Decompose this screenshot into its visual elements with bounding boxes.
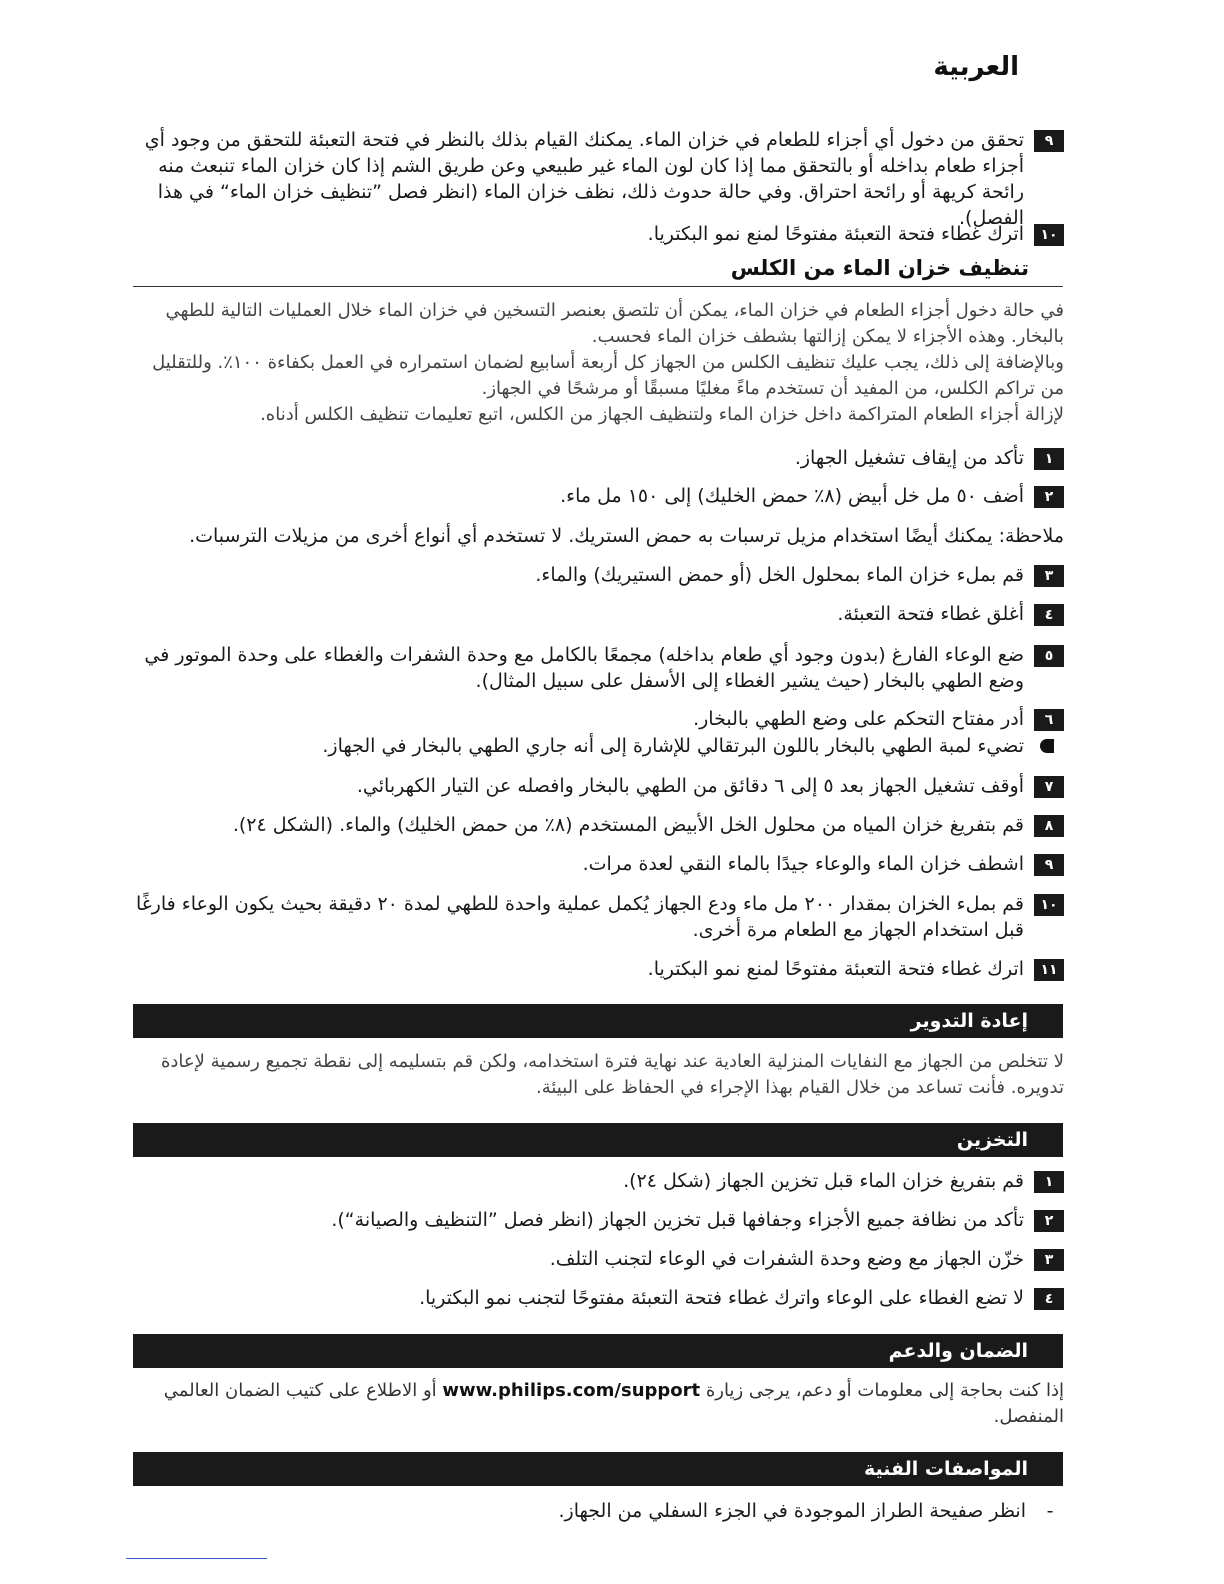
storage-step-3: [134, 1246, 1064, 1272]
step-text: خزّن الجهاز مع وضع وحدة الشفرات في الوعاء لتجنب التلف.: [549, 1248, 1024, 1270]
recycling-heading: إعادة التدوير: [133, 1004, 1063, 1038]
step-text: قم بملء الخزان بمقدار ٢٠٠ مل ماء ودع الجهاز يُكمل عملية واحدة للطهي لمدة ٢٠ دقيقة بحيث يكون الوعاء فارغًا قبل استخدام الجهاز مع الطعام مرة أخرى.: [135, 893, 1024, 941]
bullet-text: تضيء لمبة الطهي بالبخار باللون البرتقالي للإشارة إلى أنه جاري الطهي بالبخار في الجهاز.: [322, 735, 1024, 757]
step-text: أدر مفتاح التحكم على وضع الطهي بالبخار.: [693, 708, 1024, 730]
descaling-step-1: [134, 445, 1064, 471]
section-divider: [133, 286, 1063, 287]
step-text: تأكد من إيقاف تشغيل الجهاز.: [794, 447, 1024, 469]
step-number: ٧: [1034, 776, 1064, 798]
step-text: اشطف خزان الماء والوعاء جيدًا بالماء النقي لعدة مرات.: [582, 853, 1024, 875]
step-number: ٢: [1034, 1210, 1064, 1232]
specs-item: [134, 1498, 1064, 1524]
step-text: لا تضع الغطاء على الوعاء واترك غطاء فتحة التعبئة مفتوحًا لتجنب نمو البكتريا.: [419, 1287, 1024, 1309]
step-number: ١: [1034, 1171, 1064, 1193]
descaling-paragraph-3: لإزالة أجزاء الطعام المتراكمة داخل خزان الماء ولتنظيف الجهاز من الكلس، اتبع تعليمات تنظيف الكلس أدناه.: [260, 404, 1064, 425]
intro-step-10: [134, 221, 1064, 247]
step-number: ١٠: [1034, 894, 1064, 916]
descaling-step-10: [134, 891, 1064, 943]
step-text: أضف ٥٠ مل خل أبيض (٨٪ حمض الخليك) إلى ١٥٠ مل ماء.: [560, 485, 1024, 507]
step-number: ٥: [1034, 645, 1064, 667]
descaling-note: ملاحظة: يمكنك أيضًا استخدام مزيل ترسبات به حمض الستريك. لا تستخدم أي أنواع أخرى من مزيلات الترسبات.: [189, 525, 1064, 547]
half-circle-bullet-icon: [1040, 739, 1054, 753]
step-number: ١١: [1034, 959, 1064, 981]
guarantee-text: [134, 1378, 1064, 1430]
storage-heading: التخزين: [133, 1123, 1063, 1157]
step-number: ٣: [1034, 565, 1064, 587]
descaling-paragraph-1: في حالة دخول أجزاء الطعام في خزان الماء، يمكن أن تلتصق بعنصر التسخين في خزان الماء خلال العمليات التالية للطهي بالبخار. وهذه الأجزاء لا يمكن إزالتها بشطف خزان الماء فحسب.: [165, 300, 1064, 347]
step-number: ٦: [1034, 709, 1064, 731]
language-title: العربية: [933, 52, 1019, 82]
intro-step-9: [134, 127, 1064, 231]
step-number: ٨: [1034, 815, 1064, 837]
step-number: ٩: [1034, 130, 1064, 152]
storage-step-2: [134, 1207, 1064, 1233]
step-text: قم بملء خزان الماء بمحلول الخل (أو حمض الستيريك) والماء.: [535, 564, 1024, 586]
descaling-step-4: [134, 601, 1064, 627]
step-number: ١٠: [1034, 224, 1064, 246]
descaling-step-9: [134, 851, 1064, 877]
specs-item-text: انظر صفيحة الطراز الموجودة في الجزء السفلي من الجهاز.: [558, 1500, 1026, 1522]
step-number: ٤: [1034, 604, 1064, 626]
descaling-step-5: [134, 642, 1064, 694]
step-number: ١: [1034, 448, 1064, 470]
descaling-paragraph-2: وبالإضافة إلى ذلك، يجب عليك تنظيف الكلس من الجهاز كل أربعة أسابيع لضمان استمراره في العمل بكفاءة ١٠٠٪. وللتقليل من تراكم الكلس، من المفيد أن تستخدم ماءً مغليًا مسبقًا أو مرشحًا في الجهاز.: [152, 352, 1064, 399]
step-text: اترك غطاء فتحة التعبئة مفتوحًا لمنع نمو البكتريا.: [647, 958, 1024, 980]
dash-bullet: -: [1046, 1500, 1054, 1522]
specs-heading: المواصفات الفنية: [133, 1452, 1063, 1486]
step-text: قم بتفريغ خزان الماء قبل تخزين الجهاز (شكل ٢٤).: [623, 1170, 1024, 1192]
step-number: ٢: [1034, 486, 1064, 508]
descaling-step-3: [134, 562, 1064, 588]
step-text: أوقف تشغيل الجهاز بعد ٥ إلى ٦ دقائق من الطهي بالبخار وافصله عن التيار الكهربائي.: [356, 775, 1024, 797]
support-link[interactable]: www.philips.com/support: [442, 1380, 701, 1401]
descaling-step-8: [134, 812, 1064, 838]
step-text: تأكد من نظافة جميع الأجزاء وجفافها قبل تخزين الجهاز (انظر فصل ”التنظيف والصيانة“).: [331, 1209, 1024, 1231]
step-number: ٤: [1034, 1288, 1064, 1310]
step-text: ضع الوعاء الفارغ (بدون وجود أي طعام بداخله) مجمعًا بالكامل مع وحدة الشفرات والغطاء على وحدة الموتور في وضع الطهي بالبخار (حيث يشير الغطاء إلى الأسفل على سبيل المثال).: [144, 644, 1024, 692]
storage-step-4: [134, 1285, 1064, 1311]
descaling-bullet: [134, 733, 1064, 759]
step-text: قم بتفريغ خزان المياه من محلول الخل الأبيض المستخدم (٨٪ من حمض الخليك) والماء. (الشكل ٢٤).: [232, 814, 1024, 836]
descaling-step-7: [134, 773, 1064, 799]
step-number: ٣: [1034, 1249, 1064, 1271]
guarantee-text-before: إذا كنت بحاجة إلى معلومات أو دعم، يرجى زيارة: [705, 1380, 1064, 1401]
step-number: ٩: [1034, 854, 1064, 876]
footer-divider: [126, 1558, 267, 1559]
recycling-text: لا تتخلص من الجهاز مع النفايات المنزلية العادية عند نهاية فترة استخدامه، ولكن قم بتسليمه إلى نقطة تجميع رسمية لإعادة تدويره. فأنت تساعد من خلال القيام بهذا الإجراء في الحفاظ على البيئة.: [160, 1051, 1064, 1098]
descaling-step-11: [134, 956, 1064, 982]
storage-step-1: [134, 1168, 1064, 1194]
descaling-step-6: [134, 706, 1064, 732]
guarantee-heading: الضمان والدعم: [133, 1334, 1063, 1368]
step-text: اترك غطاء فتحة التعبئة مفتوحًا لمنع نمو البكتريا.: [647, 223, 1024, 245]
guarantee-text-after: أو الاطلاع على كتيب الضمان العالمي المنفصل.: [163, 1380, 1064, 1427]
step-text: أغلق غطاء فتحة التعبئة.: [837, 603, 1024, 625]
descaling-step-2: [134, 483, 1064, 509]
descaling-heading: تنظيف خزان الماء من الكلس: [730, 256, 1029, 280]
step-text: تحقق من دخول أي أجزاء للطعام في خزان الماء. يمكنك القيام بذلك بالنظر في فتحة التعبئة للتحقق من وجود أي أجزاء طعام بداخله أو بالتحقق مما إذا كان لون الماء غير طبيعي وعن طريق الشم إذا كان خزان الماء تنبعث منه رائحة كريهة أو رائحة احتراق. وفي حالة حدوث ذلك، نظف خزان الماء (انظر فصل ”تنظيف خزان الماء“ في هذا الفصل).: [144, 129, 1024, 229]
